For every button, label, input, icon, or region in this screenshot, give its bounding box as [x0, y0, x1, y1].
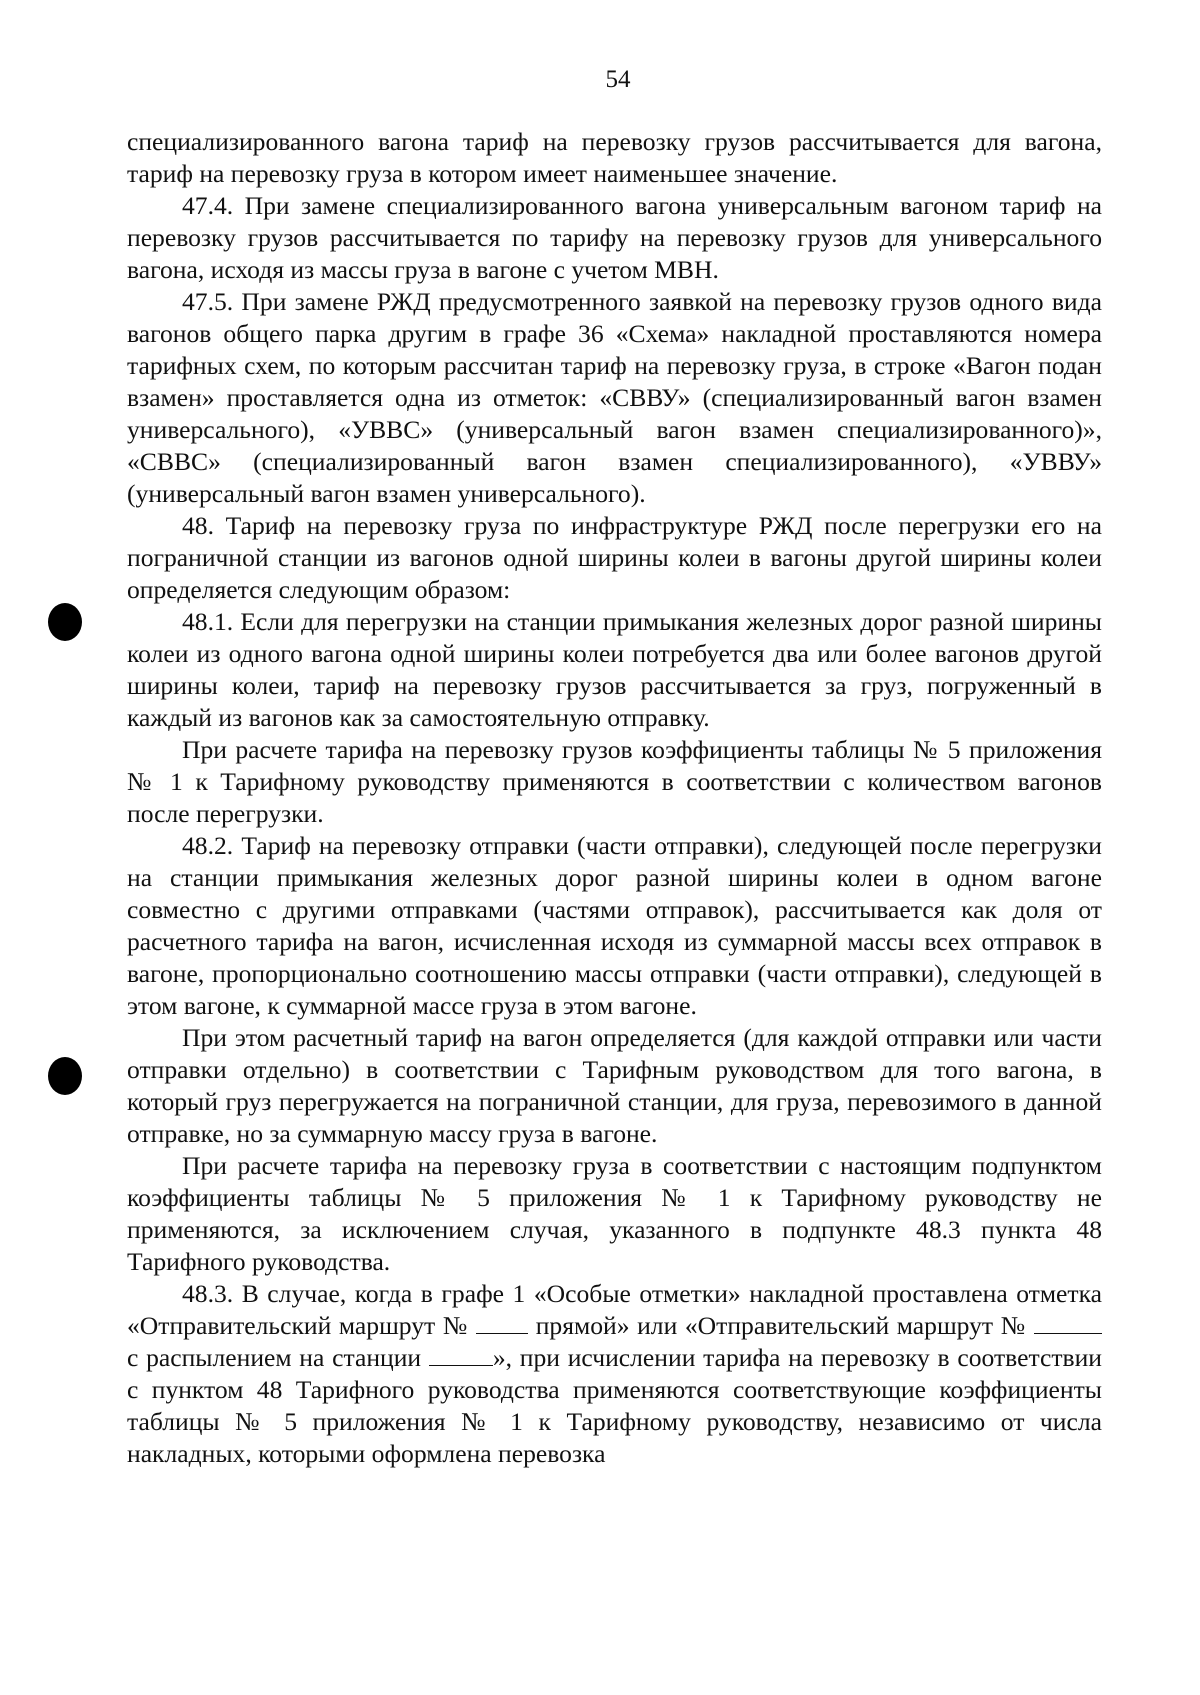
page-number: 54	[605, 66, 631, 93]
paragraph-48-3	[127, 1278, 1102, 1470]
paragraph-48-3-part3: с распылением на станции	[127, 1343, 422, 1372]
document-body	[127, 126, 1102, 1470]
paragraph-48-3-part1: 48.3. В случае, когда в графе 1 «Особые отметки» накладной проставлена отметка «Отправительский маршрут №	[127, 1279, 1102, 1340]
punch-hole-top	[48, 603, 82, 641]
paragraph-48-2: 48.2. Тариф на перевозку отправки (части отправки), следующей после перегрузки на станции примыкания железных дорог разной ширины колеи в одном вагоне совместно с другими отправками (частями отправок), рассчитывается как доля от расчетного тарифа на вагон, исчисленная исходя из суммарной массы всех отправок в вагоне, пропорционально соотношению массы отправки (части отправки), следующей в этом вагоне, к суммарной массе груза в этом вагоне.	[127, 831, 1102, 1020]
paragraph-continuation: специализированного вагона тариф на перевозку грузов рассчитывается для вагона, тариф на перевозку груза в котором имеет наименьшее значение.	[127, 127, 1102, 188]
paragraph-48-3-part4: », при исчислении тарифа на перевозку в соответствии с пунктом 48 Тарифного руководства применяются соответствующие коэффициенты таблицы № 5 приложения № 1 к Тарифному руководству, независимо от числа накладных, которыми оформлена перевозка	[127, 1343, 1102, 1468]
station-blank	[429, 1343, 493, 1366]
paragraph-48-1: 48.1. Если для перегрузки на станции примыкания железных дорог разной ширины колеи из одного вагона одной ширины колеи потребуется два или более вагонов другой ширины колеи, тариф на перевозку грузов рассчитывается за груз, погруженный в каждый из вагонов как за самостоятельную отправку.	[127, 607, 1102, 732]
route-number-blank	[476, 1311, 528, 1334]
route-number-blank-2	[1034, 1311, 1102, 1334]
paragraph-48-2-calculation: При этом расчетный тариф на вагон определяется (для каждой отправки или части отправки отдельно) в соответствии с Тарифным руководством для того вагона, в который груз перегружается на пограничной станции, для груза, перевозимого в данной отправке, но за суммарную массу груза в вагоне.	[127, 1023, 1102, 1148]
paragraph-48-3-part2: прямой» или «Отправительский маршрут №	[535, 1311, 1027, 1340]
punch-hole-bottom	[48, 1057, 82, 1095]
paragraph-48-1-coefficients: При расчете тарифа на перевозку грузов коэффициенты таблицы № 5 приложения № 1 к Тарифному руководству применяются в соответствии с количеством вагонов после перегрузки.	[127, 735, 1102, 828]
paragraph-47-5: 47.5. При замене РЖД предусмотренного заявкой на перевозку грузов одного вида вагонов общего парка другим в графе 36 «Схема» накладной проставляются номера тарифных схем, по которым рассчитан тариф на перевозку груза, в строке «Вагон подан взамен» проставляется одна из отметок: «СВВУ» (специализированный вагон взамен универсального), «УВВС» (универсальный вагон взамен специализированного)», «СВВС» (специализированный вагон взамен специализированного), «УВВУ» (универсальный вагон взамен универсального).	[127, 287, 1102, 508]
paragraph-48-2-coefficients: При расчете тарифа на перевозку груза в соответствии с настоящим подпунктом коэффициенты таблицы № 5 приложения № 1 к Тарифному руководству не применяются, за исключением случая, указанного в подпункте 48.3 пункта 48 Тарифного руководства.	[127, 1151, 1102, 1276]
paragraph-47-4: 47.4. При замене специализированного вагона универсальным вагоном тариф на перевозку грузов рассчитывается по тарифу на перевозку грузов для универсального вагона, исходя из массы груза в вагоне с учетом МВН.	[127, 191, 1102, 284]
paragraph-48: 48. Тариф на перевозку груза по инфраструктуре РЖД после перегрузки его на пограничной станции из вагонов одной ширины колеи в вагоны другой ширины колеи определяется следующим образом:	[127, 511, 1102, 604]
